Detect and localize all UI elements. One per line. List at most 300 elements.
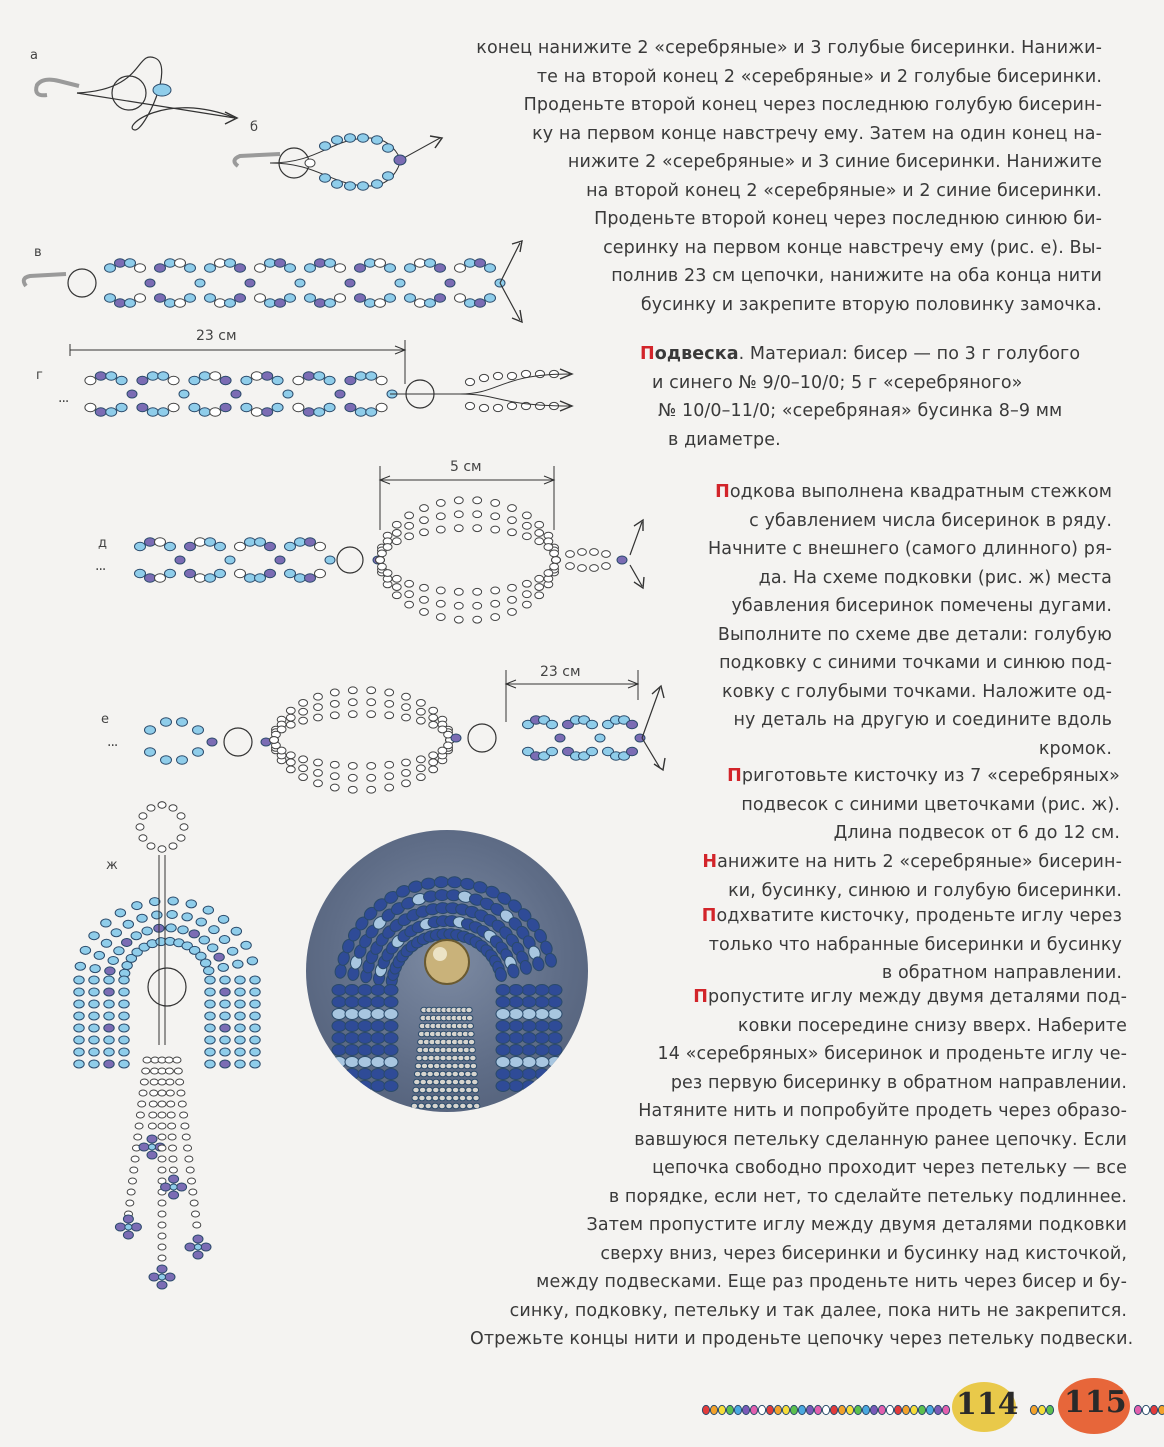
bead <box>147 372 158 380</box>
bead <box>330 700 339 707</box>
bead <box>265 259 276 267</box>
bead <box>74 1036 84 1044</box>
bead <box>215 299 226 307</box>
bead <box>174 1068 182 1074</box>
pickup-line-3: в обратном направлении. <box>881 963 1122 983</box>
bead <box>168 403 179 411</box>
bead <box>434 1063 440 1069</box>
bead <box>345 403 356 411</box>
bead <box>161 718 172 726</box>
bead <box>433 1079 439 1085</box>
bead <box>376 403 387 411</box>
bead <box>74 988 84 996</box>
diagram-b <box>230 128 460 198</box>
bead <box>421 1071 427 1077</box>
bead <box>402 704 411 711</box>
bead <box>295 538 306 546</box>
bead <box>429 714 438 721</box>
bead <box>158 1123 166 1129</box>
bead <box>383 144 394 152</box>
bead <box>235 569 246 577</box>
bead <box>149 1112 157 1118</box>
bead <box>330 773 339 780</box>
horseshoe-line1-rest: одкова выполнена квадратным стежком <box>729 482 1112 502</box>
bead <box>158 1156 166 1162</box>
bead <box>427 1071 433 1077</box>
bead <box>436 500 445 507</box>
materials-heading: одвеска <box>654 344 739 364</box>
bead <box>262 408 273 416</box>
bead <box>157 1265 167 1273</box>
bead <box>814 1405 821 1414</box>
bead <box>225 556 235 564</box>
bead <box>145 574 156 582</box>
bead <box>114 947 124 955</box>
bead <box>491 587 500 594</box>
bead <box>275 556 285 564</box>
bead <box>227 947 237 955</box>
bead <box>459 1087 465 1093</box>
bead <box>95 372 106 380</box>
final-line-6: вавшуюся петельку сделанную ранее цепочку. Если <box>634 1129 1127 1150</box>
bead <box>189 930 199 938</box>
bead <box>458 1055 464 1061</box>
bead <box>255 538 266 546</box>
bead <box>119 1048 129 1056</box>
bead <box>142 927 152 935</box>
bead <box>283 390 293 398</box>
clasp-bead <box>112 76 146 110</box>
bead <box>547 720 558 728</box>
bead <box>255 574 266 582</box>
bead <box>165 1273 175 1281</box>
final-first-letter: П <box>693 987 708 1007</box>
bead <box>143 1057 151 1063</box>
final-line-7: цепочка свободно проходит через петельку — все <box>652 1158 1127 1178</box>
string-first-letter: Н <box>702 852 718 872</box>
bead <box>250 1036 260 1044</box>
bead <box>74 1060 84 1068</box>
bead <box>550 563 559 570</box>
bead <box>547 747 558 755</box>
bead <box>125 259 136 267</box>
figure-label-e: е <box>101 712 109 727</box>
bead <box>345 1081 359 1092</box>
bead <box>286 766 295 773</box>
bead <box>452 1079 458 1085</box>
bead <box>135 294 146 302</box>
bead <box>806 1405 813 1414</box>
horseshoe-line-6: Выполните по схеме две детали: голубую <box>717 624 1112 645</box>
bead <box>392 584 401 591</box>
bead <box>473 602 482 609</box>
bead <box>149 1273 159 1281</box>
bead <box>371 1045 385 1056</box>
bead <box>136 824 144 830</box>
bead <box>123 1231 133 1239</box>
bead <box>627 720 638 728</box>
bead <box>774 1405 781 1414</box>
final-line-12: синку, подковку, петельку и так далее, пока нить не закрепится. <box>509 1300 1127 1321</box>
bead <box>169 843 177 849</box>
bead <box>544 570 553 577</box>
bead <box>314 780 323 787</box>
bead <box>235 264 246 272</box>
bead <box>367 699 376 706</box>
bead <box>332 136 343 144</box>
bead <box>702 1405 709 1414</box>
bead <box>166 924 176 932</box>
bead <box>710 1405 717 1414</box>
bead <box>413 1087 419 1093</box>
bead <box>250 1024 260 1032</box>
bead <box>429 752 438 759</box>
bead <box>332 1021 346 1032</box>
bead <box>286 714 295 721</box>
figure-label-b: б <box>250 120 259 135</box>
bead <box>139 1143 149 1151</box>
bead <box>145 726 156 734</box>
string-line1-rest: анижите на нить 2 «серебряные» бисерин- <box>717 852 1122 872</box>
bead <box>241 376 252 384</box>
bead <box>324 403 335 411</box>
bead <box>332 1045 346 1056</box>
horseshoe-line-1 <box>660 478 1112 507</box>
bead <box>590 565 599 572</box>
bead <box>493 404 502 411</box>
bead <box>207 738 217 746</box>
bead <box>454 588 463 595</box>
bead <box>330 689 339 696</box>
final-line-11: между подвесками. Еще раз проденьте нить через бисер и бу- <box>536 1272 1127 1292</box>
bead <box>454 525 463 532</box>
ellipsis-g: ... <box>58 390 69 406</box>
final-line-13: Отрежьте концы нити и проденьте цепочку через петельку подвески. <box>470 1329 1134 1349</box>
intro-line-6: на второй конец 2 «серебряные» и 2 синие бисеринки. <box>586 180 1102 201</box>
bead <box>446 1071 452 1077</box>
bead <box>332 1009 346 1020</box>
bead <box>314 408 325 416</box>
bead <box>205 264 216 272</box>
bead <box>438 726 447 733</box>
bead <box>116 376 127 384</box>
bead <box>203 906 213 914</box>
bead <box>375 299 386 307</box>
bead <box>358 997 372 1008</box>
bead <box>165 259 176 267</box>
bead <box>104 1048 114 1056</box>
bead <box>412 1095 418 1101</box>
bead <box>299 717 308 724</box>
bead <box>193 1222 201 1228</box>
bead <box>535 402 544 409</box>
bead <box>181 1123 189 1129</box>
bead <box>451 734 461 742</box>
bead <box>165 1057 173 1063</box>
bead <box>235 1036 245 1044</box>
bead <box>426 1095 432 1101</box>
bead <box>176 1079 184 1085</box>
bead <box>446 1055 452 1061</box>
bead <box>185 294 196 302</box>
bead <box>104 1012 114 1020</box>
bead <box>416 756 425 763</box>
bead <box>522 512 531 519</box>
dimension-label-d: 5 см <box>450 459 482 475</box>
bead <box>578 549 587 556</box>
bead <box>491 526 500 533</box>
intro-line-2: те на второй конец 2 «серебряные» и 2 голубые бисеринки. <box>536 66 1102 87</box>
bead <box>452 1071 458 1077</box>
bead <box>535 370 544 377</box>
bead <box>158 1244 166 1250</box>
bead <box>241 403 252 411</box>
bead <box>507 372 516 379</box>
bead <box>332 997 346 1008</box>
final-paragraph <box>470 983 1134 1354</box>
bead <box>367 762 376 769</box>
bead <box>139 835 147 841</box>
bead <box>158 846 166 852</box>
bead <box>158 1101 166 1107</box>
pickup-first-letter: П <box>701 906 717 926</box>
bead <box>465 402 474 409</box>
bead <box>185 264 196 272</box>
bead <box>446 1063 452 1069</box>
bead <box>460 1103 466 1109</box>
bead <box>293 403 304 411</box>
bead <box>201 1243 211 1251</box>
bead <box>535 530 544 537</box>
bead <box>205 1036 215 1044</box>
tassel-line-2: подвесок с синими цветочками (рис. ж). <box>741 794 1120 815</box>
string-line-2: ки, бусинку, синюю и голубую бисеринки. <box>728 880 1122 901</box>
ellipsis-d: ... <box>95 558 106 574</box>
bead <box>416 1055 422 1061</box>
bead <box>830 1405 837 1414</box>
bead <box>175 299 186 307</box>
bead <box>416 765 425 772</box>
bead <box>473 525 482 532</box>
bead <box>367 786 376 793</box>
bead <box>434 876 449 888</box>
bead <box>508 609 517 616</box>
bead <box>169 1175 179 1183</box>
final-line-9: Затем пропустите иглу между двумя деталями подковки <box>586 1215 1127 1235</box>
bead <box>158 1167 166 1173</box>
bead <box>105 967 115 975</box>
bead <box>220 403 231 411</box>
bead <box>250 1012 260 1020</box>
bead <box>104 1036 114 1044</box>
bead <box>193 1235 203 1243</box>
bead <box>179 390 189 398</box>
bead <box>345 1009 359 1020</box>
diagram-e <box>130 660 690 810</box>
bead <box>255 294 266 302</box>
bead <box>402 780 411 787</box>
bead <box>330 712 339 719</box>
intro-line-10: бусинку и закрепите вторую половинку замочка. <box>640 294 1102 315</box>
bead <box>402 759 411 766</box>
bead <box>429 721 438 728</box>
bead <box>926 1405 933 1414</box>
bead <box>394 155 406 165</box>
bead <box>434 1055 440 1061</box>
bead <box>371 1009 385 1020</box>
bead <box>366 372 377 380</box>
bead <box>734 1405 741 1414</box>
bead <box>371 997 385 1008</box>
bead <box>168 1134 176 1140</box>
bead <box>894 1405 901 1414</box>
bead <box>161 756 172 764</box>
bead <box>199 372 210 380</box>
horseshoe-line-10: кромок. <box>1038 738 1112 759</box>
bead <box>299 699 308 706</box>
bead <box>189 376 200 384</box>
bead <box>275 299 286 307</box>
bead <box>115 909 125 917</box>
bead <box>426 1079 432 1085</box>
bead <box>136 1112 144 1118</box>
bead <box>95 408 106 416</box>
bead <box>139 1090 147 1096</box>
bead <box>446 1095 452 1101</box>
bead <box>335 264 346 272</box>
final-line-4: рез первую бисеринку в обратном направлении. <box>670 1072 1127 1093</box>
bead <box>135 1123 143 1129</box>
bead <box>383 544 392 551</box>
bead <box>177 813 185 819</box>
bead <box>420 505 429 512</box>
bead <box>131 1223 141 1231</box>
bead <box>314 704 323 711</box>
bead <box>285 569 296 577</box>
bead <box>910 1405 917 1414</box>
diagram-zh <box>55 795 285 1385</box>
bead <box>189 1189 197 1195</box>
bead <box>436 600 445 607</box>
bead <box>178 926 188 934</box>
bead <box>766 1405 773 1414</box>
bead <box>439 1095 445 1101</box>
bead <box>508 505 517 512</box>
bead <box>552 557 561 564</box>
bead <box>177 1183 187 1191</box>
bead <box>416 717 425 724</box>
bead <box>101 919 111 927</box>
bead <box>193 726 204 734</box>
bead <box>332 1081 346 1092</box>
bead <box>169 1167 177 1173</box>
bead <box>220 1048 230 1056</box>
bead <box>165 542 176 550</box>
intro-line-5: нижите 2 «серебряные» и 3 синие бисеринки. Нанижите <box>567 152 1102 172</box>
bead <box>158 1200 166 1206</box>
bead <box>184 1145 192 1151</box>
bead <box>822 1405 829 1414</box>
bead <box>131 932 141 940</box>
bead <box>345 997 359 1008</box>
bead <box>355 264 366 272</box>
bead <box>218 963 228 971</box>
bead <box>325 299 336 307</box>
bead <box>80 946 90 954</box>
bead <box>315 259 326 267</box>
bead <box>332 1069 346 1080</box>
bead <box>345 134 356 142</box>
bead <box>175 259 186 267</box>
bead <box>119 1012 129 1020</box>
bead <box>135 264 146 272</box>
bead <box>139 813 147 819</box>
intro-line-9: полнив 23 см цепочки, нанижите на оба конца нити <box>611 266 1102 286</box>
bead <box>345 985 359 996</box>
bead <box>375 259 386 267</box>
bead <box>74 1012 84 1020</box>
bead <box>335 294 346 302</box>
figure-label-g: г <box>36 368 43 383</box>
bead <box>188 1178 196 1184</box>
bead <box>433 1071 439 1077</box>
bead <box>355 372 366 380</box>
bead <box>345 1057 359 1068</box>
bead <box>158 1134 166 1140</box>
bead <box>358 1057 372 1068</box>
bead <box>270 737 279 744</box>
figure-label-a: а <box>30 48 38 63</box>
bead <box>617 556 627 564</box>
bead <box>155 538 166 546</box>
bead <box>115 299 126 307</box>
bead <box>193 748 204 756</box>
bead <box>295 279 305 287</box>
materials-line-4: в диаметре. <box>668 429 781 450</box>
bead <box>314 770 323 777</box>
bead <box>348 711 357 718</box>
bead <box>385 712 394 719</box>
materials-line1-rest: . Материал: бисер — по 3 г голубого <box>738 344 1081 364</box>
final-line-2: ковки посередине снизу вверх. Наберите <box>737 1015 1127 1036</box>
bead <box>305 294 316 302</box>
bead <box>155 574 166 582</box>
final-line-1 <box>470 983 1127 1012</box>
bead <box>106 372 117 380</box>
bead <box>452 1087 458 1093</box>
bead <box>590 549 599 556</box>
bead <box>265 542 276 550</box>
bead <box>169 805 177 811</box>
bead <box>167 1101 175 1107</box>
bead <box>429 759 438 766</box>
pickup-line-2: только что набранные бисеринки и бусинку <box>708 934 1122 955</box>
bead <box>135 542 146 550</box>
bead <box>348 699 357 706</box>
bead <box>231 927 241 935</box>
bead <box>405 264 416 272</box>
bead <box>208 944 218 952</box>
bead <box>566 563 575 570</box>
bead <box>348 786 357 793</box>
bead <box>165 299 176 307</box>
bead <box>89 932 99 940</box>
bead <box>218 915 228 923</box>
bead <box>101 939 111 947</box>
horseshoe-line-3: Начните с внешнего (самого длинного) ря- <box>708 539 1112 559</box>
bead <box>104 988 114 996</box>
bead <box>126 1200 134 1206</box>
